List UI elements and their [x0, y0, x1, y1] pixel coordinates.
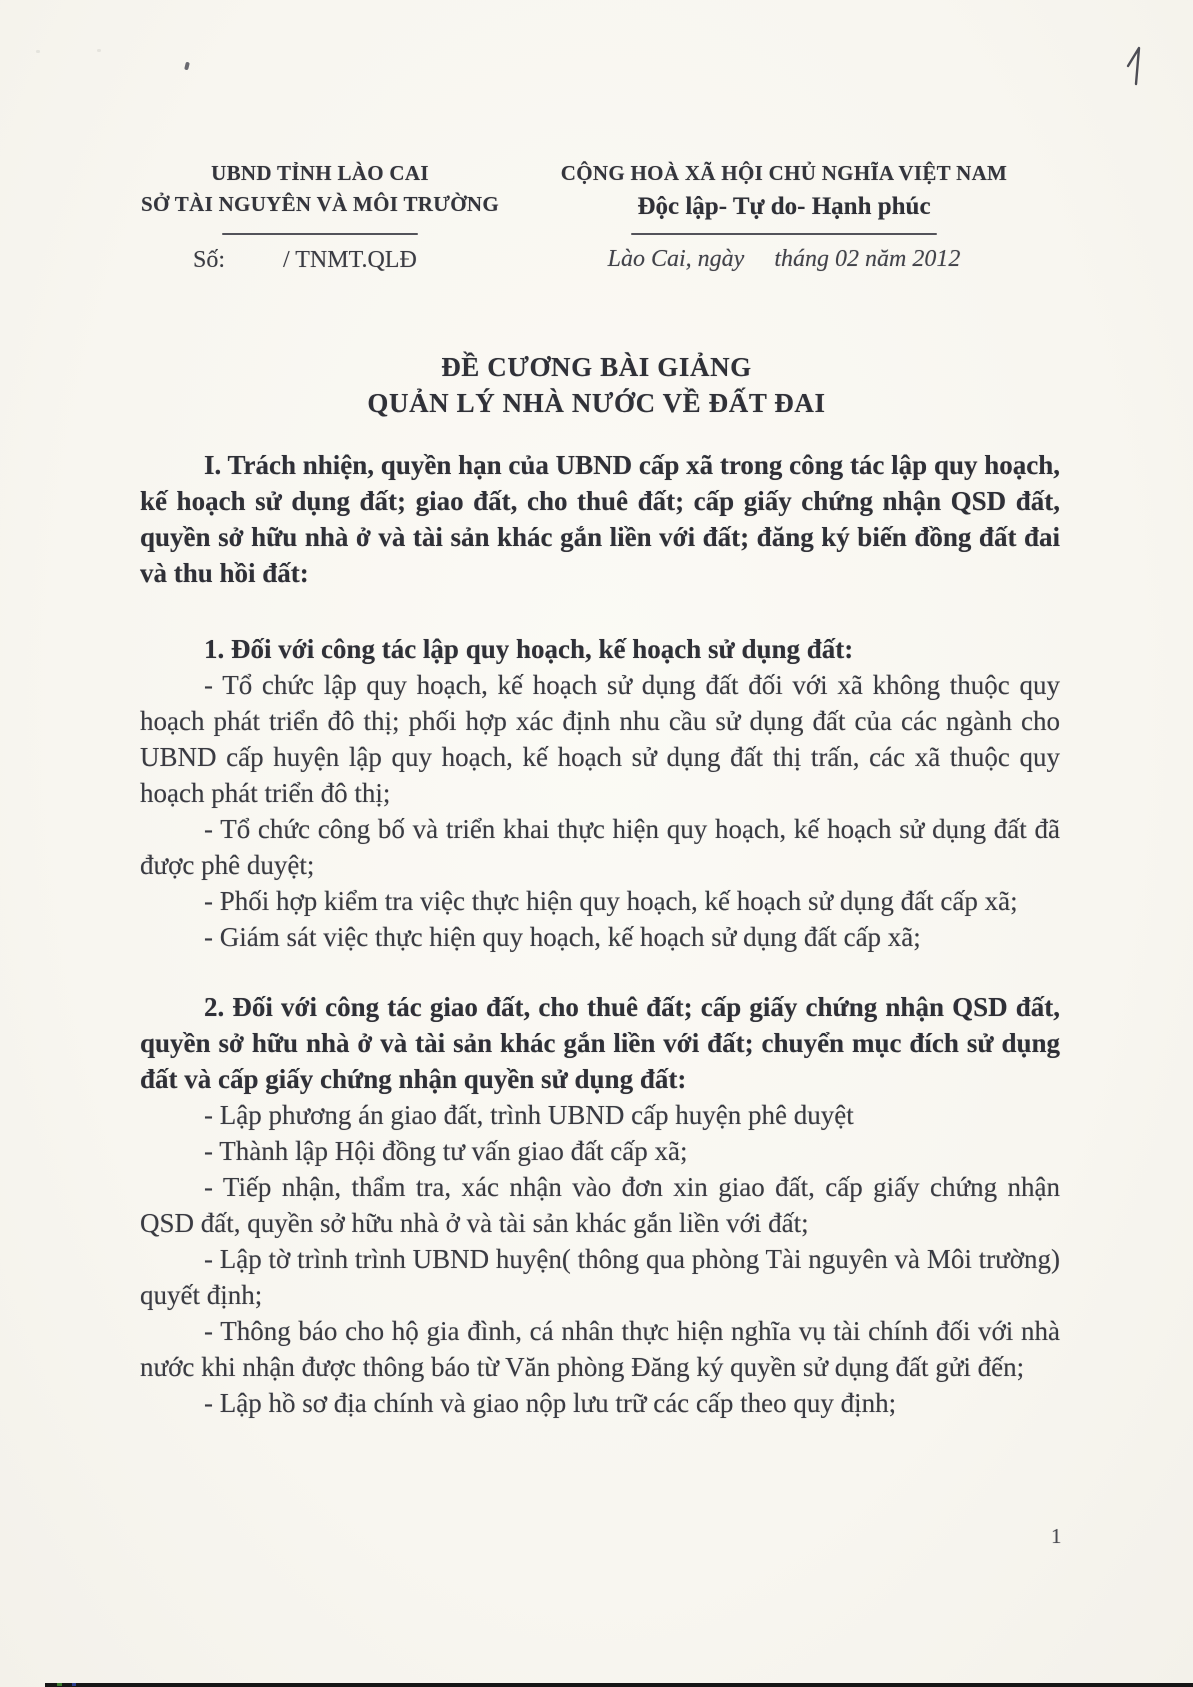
national-title: CỘNG HOÀ XÃ HỘI CHỦ NGHĨA VIỆT NAM [560, 161, 1008, 185]
list-item: - Thông báo cho hộ gia đình, cá nhân thực hiện nghĩa vụ tài chính đối với nhà nước khi nhận được thông báo từ Văn phòng Đăng ký quyền sử dụng đất gửi đến; [140, 1316, 1060, 1382]
header-divider-left [222, 233, 418, 235]
document-title-line-2: QUẢN LÝ NHÀ NƯỚC VỀ ĐẤT ĐAI [367, 388, 826, 418]
list-item: - Lập hồ sơ địa chính và giao nộp lưu trữ các cấp theo quy định; [204, 1388, 897, 1418]
national-motto: Độc lập- Tự do- Hạnh phúc [637, 193, 931, 220]
list-item: - Phối hợp kiểm tra việc thực hiện quy hoạch, kế hoạch sử dụng đất cấp xã; [204, 886, 1018, 916]
pen-mark-icon [1122, 44, 1152, 88]
scan-dot [97, 49, 101, 52]
document-title-line-1: ĐỀ CƯƠNG BÀI GIẢNG [441, 352, 752, 382]
section-i-paragraph: I. Trách nhiện, quyền hạn của UBND cấp xã trong công tác lập quy hoạch, kế hoạch sử dụng đất; giao đất, cho thuê đất; cấp giấy chứng nhận QSD đất, quyền sở hữu nhà ở và tài sản khác gắn liền với đất; đăng ký biến đồng đất đai và thu hồi đất: [140, 450, 1060, 588]
scan-bottom-edge [45, 1683, 1193, 1687]
issuing-agency-block [105, 158, 535, 277]
page-number: 1 [1051, 1524, 1062, 1548]
doc-number-label: Số: [193, 247, 226, 273]
doc-number-value: / TNMT.QLĐ [283, 247, 417, 273]
scan-artifact [72, 1683, 76, 1686]
list-item: - Thành lập Hội đồng tư vấn giao đất cấp xã; [204, 1136, 688, 1166]
section-2-heading: 2. Đối với công tác giao đất, cho thuê đất; cấp giấy chứng nhận QSD đất, quyền sở hữu nhà ở và tài sản khác gắn liền với đất; chuyển mục đích sử dụng đất và cấp giấy chứng nhận quyền sử dụng đất: [140, 992, 1060, 1094]
scan-dot [36, 50, 40, 53]
document-header [0, 158, 1193, 277]
list-item: - Tổ chức công bố và triển khai thực hiện quy hoạch, kế hoạch sử dụng đất đã được phê duyệt; [140, 814, 1060, 880]
list-item: - Tiếp nhận, thẩm tra, xác nhận vào đơn xin giao đất, cấp giấy chứng nhận QSD đất, quyền sở hữu nhà ở và tài sản khác gắn liền với đất; [140, 1172, 1060, 1238]
list-item: - Giám sát việc thực hiện quy hoạch, kế hoạch sử dụng đất cấp xã; [204, 922, 921, 952]
header-divider-right [631, 233, 937, 235]
section-1-items [140, 667, 1060, 955]
list-item: - Lập tờ trình trình UBND huyện( thông qua phòng Tài nguyên và Môi trường) quyết định; [140, 1244, 1060, 1310]
scan-speck [184, 62, 190, 71]
list-item: - Lập phương án giao đất, trình UBND cấp huyện phê duyệt [204, 1100, 854, 1130]
section-1-heading: 1. Đối với công tác lập quy hoạch, kế hoạch sử dụng đất: [204, 634, 854, 664]
place-date-line: Lào Cai, ngày tháng 02 năm 2012 [607, 246, 961, 272]
scan-artifact [57, 1683, 62, 1686]
org-parent-name: UBND TỈNH LÀO CAI [211, 161, 429, 185]
document-body [0, 447, 1193, 1421]
section-2-items [140, 1097, 1060, 1421]
national-header-block [545, 158, 1023, 276]
list-item: - Tổ chức lập quy hoạch, kế hoạch sử dụng đất đối với xã không thuộc quy hoạch phát triển đô thị; phối hợp xác định nhu cầu sử dụng đất của các ngành cho UBND cấp huyện lập quy hoạch, kế hoạch sử dụng đất thị trấn, các xã thuộc quy hoạch phát triển đô thị; [140, 670, 1060, 808]
document-title [0, 349, 1193, 421]
org-name: SỞ TÀI NGUYÊN VÀ MÔI TRƯỜNG [141, 192, 499, 216]
doc-number-row [105, 244, 535, 277]
